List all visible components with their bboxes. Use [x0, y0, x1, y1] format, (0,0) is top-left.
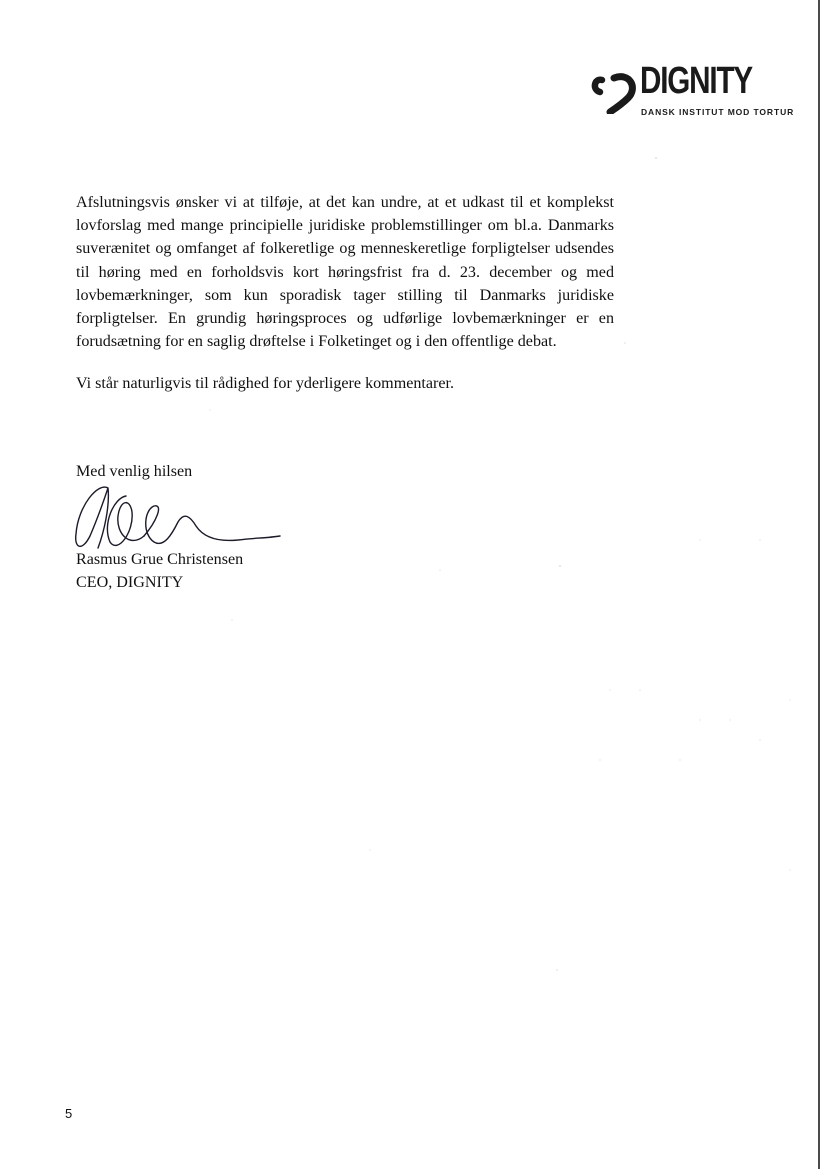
- signer-name: Rasmus Grue Christensen: [76, 551, 244, 568]
- logo-subtitle: DANSK INSTITUT MOD TORTUR: [641, 107, 795, 117]
- page-number: 5: [65, 1106, 73, 1121]
- logo-wordmark: DIGNITY: [640, 60, 753, 102]
- page-edge-line: [818, 0, 820, 1169]
- closing-line: Vi står naturligvis til rådighed for yderligere kommentarer.: [76, 375, 455, 392]
- letter-paragraph: Afslutningsvis ønsker vi at tilføje, at det kan undre, at et udkast til et komplekst lovforslag med mange principielle juridiske problemstillinger om bl.a. Danmarks suverænitet og omfanget af folkeretlige og menneskeretlige forpligtelser udsendes til høring med en forholdsvis kort høringsfrist fra d. 23. december og med lovbemærkninger, som kun sporadisk tager stilling til Danmarks juridiske forpligtelser. En grundig høringsproces og udførlige lovbemærkninger er en forudsætning for en saglig drøftelse i Folketinget og i den offentlige debat.: [76, 194, 614, 351]
- dignity-logo: [588, 60, 795, 126]
- greeting: Med venlig hilsen: [76, 463, 193, 480]
- signer-title: CEO, DIGNITY: [76, 574, 184, 591]
- heart-ribbon-icon: [588, 68, 638, 114]
- letter-body: [76, 191, 614, 353]
